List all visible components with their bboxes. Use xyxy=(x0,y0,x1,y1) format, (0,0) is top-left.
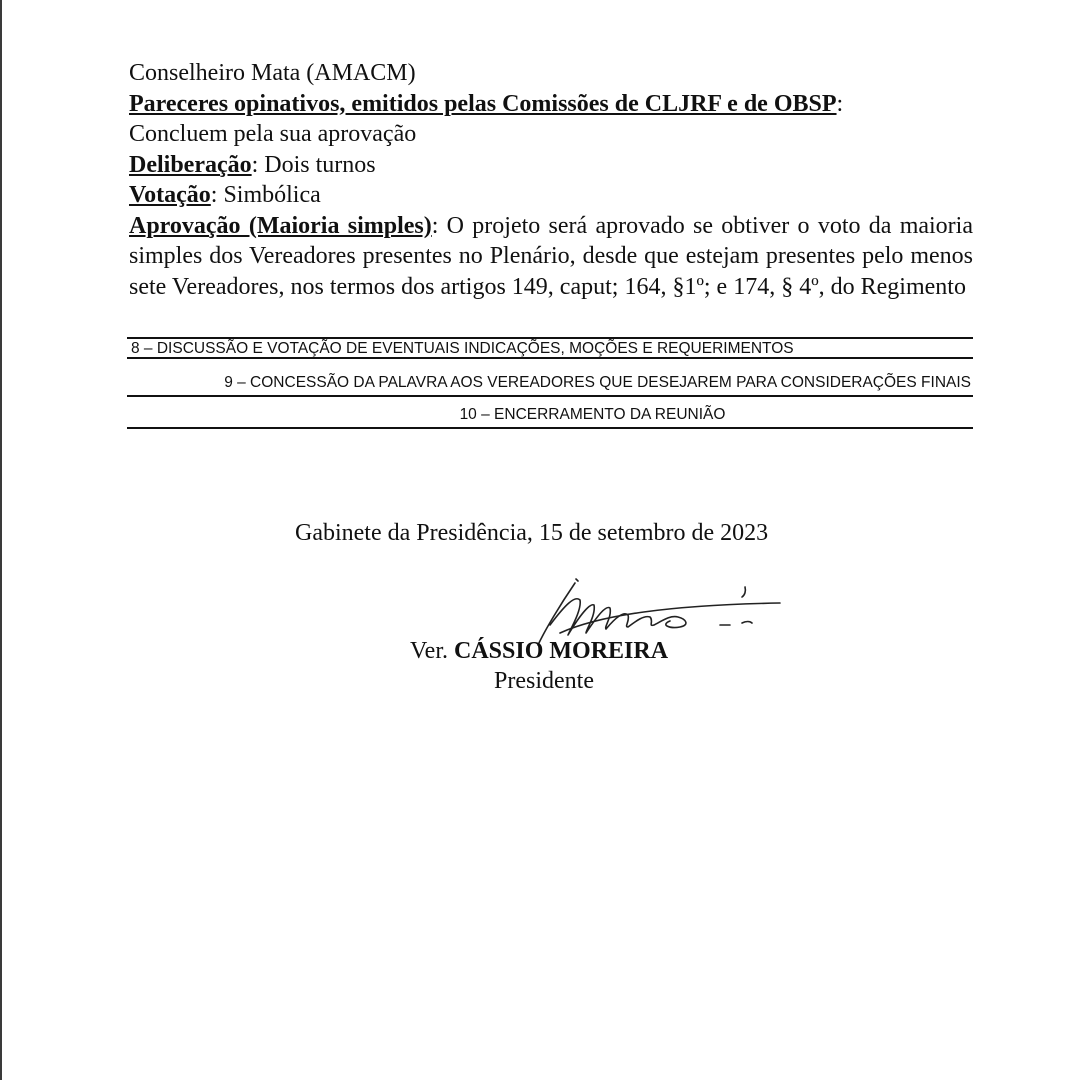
agenda-item-9: 9 – CONCESSÃO DA PALAVRA AOS VEREADORES QUE DESEJAREM PARA CONSIDERAÇÕES FINAIS xyxy=(127,373,973,397)
author-line: Conselheiro Mata (AMACM) xyxy=(129,60,416,86)
aprovacao-text: : O projeto será aprovado se obtiver o voto da maioria simples dos Vereadores presentes no Plenário, desde que estejam presentes pelo menos sete Vereadores, nos termos dos artigos 149, caput; 164, §1º; e 174, § 4º, do Regimento xyxy=(129,212,973,300)
pareceres-heading xyxy=(129,89,973,120)
agenda-item-10: 10 – ENCERRAMENTO DA REUNIÃO xyxy=(127,405,973,429)
signer-role: Presidente xyxy=(494,668,594,694)
signer-prefix: Ver. xyxy=(410,638,454,664)
document-body xyxy=(129,58,973,302)
agenda-item-8: 8 – DISCUSSÃO E VOTAÇÃO DE EVENTUAIS INDICAÇÕES, MOÇÕES E REQUERIMENTOS xyxy=(127,337,973,359)
votacao-value: : Simbólica xyxy=(210,182,321,208)
signer-name: CÁSSIO MOREIRA xyxy=(454,638,669,664)
votacao-label: Votação xyxy=(129,182,211,208)
aprovacao-paragraph xyxy=(129,211,973,303)
pareceres-colon: : xyxy=(836,90,844,117)
aprovacao-label: Aprovação (Maioria simples) xyxy=(129,212,432,239)
pareceres-label: Pareceres opinativos, emitidos pelas Comissões de CLJRF e de OBSP xyxy=(129,90,837,117)
signer-name-line xyxy=(410,638,668,665)
votacao-line xyxy=(129,180,973,211)
deliberacao-line xyxy=(129,150,973,181)
pareceres-text: Concluem pela sua aprovação xyxy=(129,121,417,147)
deliberacao-label: Deliberação xyxy=(129,151,252,178)
place-date: Gabinete da Presidência, 15 de setembro de 2023 xyxy=(295,520,769,546)
page-edge xyxy=(0,0,2,1080)
deliberacao-value: : Dois turnos xyxy=(251,151,376,178)
